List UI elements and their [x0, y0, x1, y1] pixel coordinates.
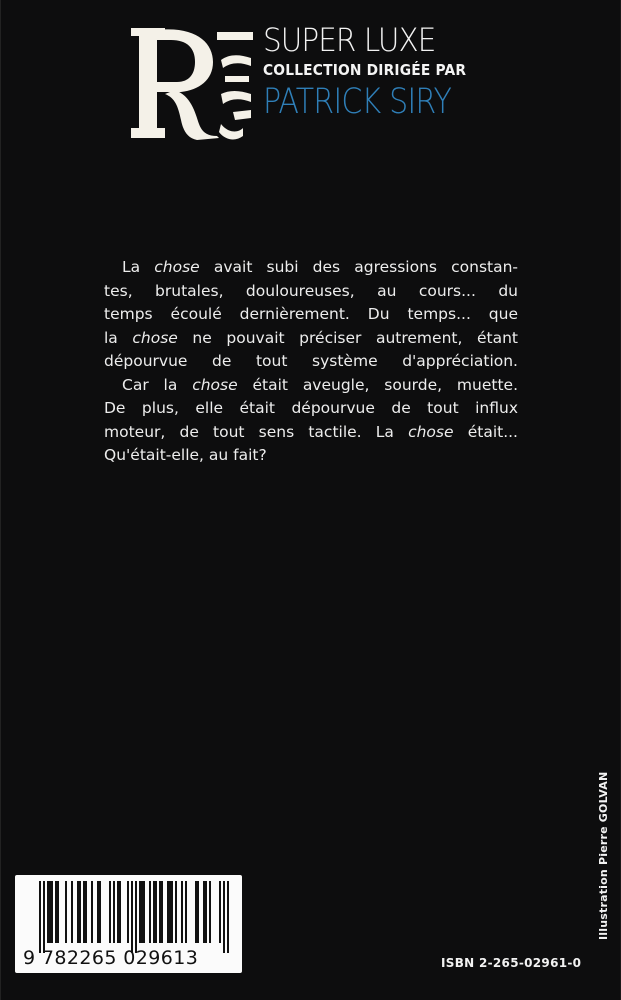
ref-logo — [125, 20, 260, 145]
barcode-bar — [135, 881, 137, 953]
back-cover-blurb — [104, 256, 518, 468]
barcode-bar — [119, 881, 121, 943]
blurb-line: La chose avait subi des agressions constan- — [122, 258, 519, 276]
blurb-line: la chose ne pouvait préciser autrement, étant — [104, 328, 518, 347]
barcode-bar — [65, 881, 67, 943]
barcode-bar — [77, 881, 79, 943]
barcode-bar — [155, 881, 157, 943]
barcode-bar — [139, 881, 141, 943]
barcode-bar — [171, 881, 173, 943]
barcode-bar — [195, 881, 197, 943]
barcode-bar — [127, 881, 129, 943]
barcode-bar — [203, 881, 205, 943]
barcode-bar — [39, 881, 41, 953]
barcode-bar — [49, 881, 51, 943]
barcode-bar — [51, 881, 53, 943]
barcode-bar — [143, 881, 145, 943]
barcode-bar — [205, 881, 207, 943]
barcode-bar — [197, 881, 199, 943]
barcode-bar — [43, 881, 45, 953]
blurb-line: De plus, elle était dépourvue de tout influx — [104, 399, 518, 417]
barcode-bar — [79, 881, 81, 943]
barcode-bar — [57, 881, 59, 943]
barcode-bar — [219, 881, 221, 943]
barcode-digits: 9 782265 029613 — [23, 947, 199, 969]
isbn: ISBN 2-265-02961-0 — [441, 956, 582, 970]
barcode-bar — [85, 881, 87, 943]
barcode-bar — [109, 881, 111, 943]
barcode-bar — [131, 881, 133, 953]
barcode-bar — [47, 881, 49, 943]
barcode-bar — [227, 881, 229, 953]
barcode-bar — [91, 881, 93, 943]
barcode-bar — [71, 881, 73, 943]
barcode-bar — [167, 881, 169, 943]
collection-subtitle: COLLECTION DIRIGÉE PAR — [263, 61, 467, 79]
barcode-bar — [175, 881, 177, 943]
blurb-line: moteur, de tout sens tactile. La chose était... — [104, 422, 518, 441]
barcode-bar — [97, 881, 99, 943]
barcode-bar — [141, 881, 143, 943]
barcode — [15, 875, 242, 973]
barcode-bar — [223, 881, 225, 953]
barcode-bar — [209, 881, 211, 943]
barcode-bar — [55, 881, 57, 943]
barcode-bar — [181, 881, 183, 943]
illustration-credit — [595, 740, 615, 940]
collection-name: SUPER LUXE — [263, 21, 436, 59]
barcode-bar — [83, 881, 85, 943]
barcode-bar — [113, 881, 115, 943]
illustration-credit-text: Illustration Pierre GOLVAN — [597, 771, 610, 940]
barcode-bar — [161, 881, 163, 943]
blurb-line: Car la chose était aveugle, sourde, muette. — [122, 375, 518, 394]
barcode-bar — [169, 881, 171, 943]
barcode-bar — [153, 881, 155, 943]
blurb-line: temps écoulé dernièrement. Du temps... que — [104, 305, 518, 323]
blurb-line: Qu'était-elle, au fait? — [104, 446, 267, 464]
barcode-bar — [185, 881, 187, 943]
barcode-bar — [117, 881, 119, 943]
collection-brand — [263, 22, 593, 122]
barcode-bar — [99, 881, 101, 943]
barcode-bar — [159, 881, 161, 943]
barcode-bar — [149, 881, 151, 943]
blurb-line: dépourvue de tout système d'appréciation. — [104, 352, 518, 370]
blurb-line: tes, brutales, douloureuses, au cours... du — [104, 281, 518, 300]
director-name: PATRICK SIRY — [263, 82, 452, 122]
